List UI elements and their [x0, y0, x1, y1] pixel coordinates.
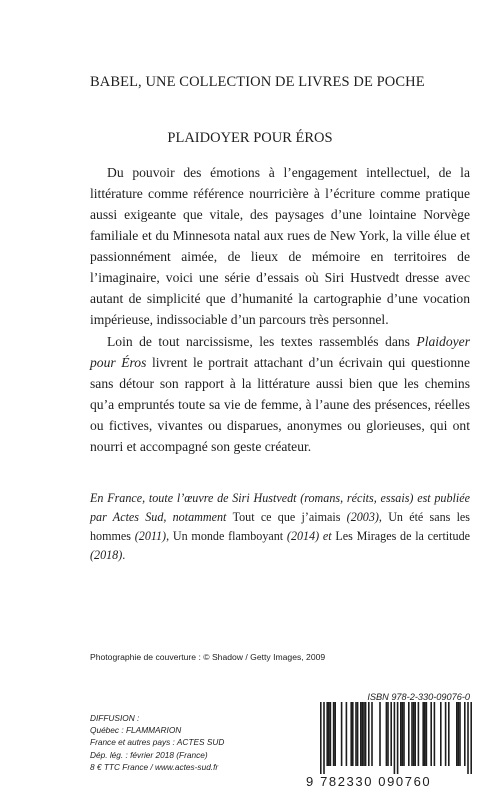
price-and-website: 8 € TTC France / www.actes-sud.fr: [90, 761, 219, 772]
note-separator-1: ,: [378, 510, 389, 524]
barcode-bar: [365, 702, 367, 766]
barcode-guard-bar: [467, 702, 469, 774]
note-book-3: Un monde flamboyant: [172, 529, 284, 543]
barcode-bar: [456, 702, 458, 766]
note-book-2: Un été sans les hommes: [90, 510, 471, 543]
barcode-bar: [448, 702, 450, 766]
book-title: PLAIDOYER POUR ÉROS: [167, 130, 333, 146]
barcode-guard-bar: [320, 702, 322, 774]
barcode-bar: [408, 702, 410, 766]
barcode-right-digits: 090760: [378, 774, 432, 789]
barcode-bar: [352, 702, 354, 766]
barcode-guard-bar: [397, 702, 399, 774]
barcode-bar: [459, 702, 461, 766]
barcode-bar: [422, 702, 424, 766]
barcode-bar: [440, 702, 442, 766]
barcode-bar: [379, 702, 381, 766]
back-cover-blurb: [90, 162, 470, 457]
barcode-bar: [458, 702, 460, 766]
barcode-bar: [430, 702, 432, 766]
blurb-paragraph-2: [90, 331, 470, 457]
barcode-first-digit: 9: [306, 774, 315, 789]
barcode-guard-bar: [394, 702, 396, 774]
barcode-bar: [326, 702, 328, 766]
barcode-bar: [390, 702, 392, 766]
barcode-bar: [362, 702, 364, 766]
legal-deposit: Dép. lég. : février 2018 (France): [90, 749, 208, 760]
barcode-bar: [426, 702, 428, 766]
barcode-bar: [346, 702, 348, 766]
barcode-bar: [334, 702, 336, 766]
barcode-guard-bar: [470, 702, 472, 774]
barcode-bars: [306, 702, 472, 774]
distribution-france: France et autres pays : ACTES SUD: [90, 737, 225, 748]
barcode-bar: [414, 702, 416, 766]
barcode-bar: [445, 702, 447, 766]
note-book-1: Tout ce que j’aimais: [232, 510, 341, 524]
note-year-2: (2011): [130, 529, 167, 543]
note-year-4: (2018): [90, 548, 123, 562]
barcode-bar: [434, 702, 436, 766]
barcode-bar: [341, 702, 343, 766]
barcode-bar: [330, 702, 332, 766]
barcode-guard-bar: [323, 702, 325, 774]
barcode-digits: [306, 774, 472, 789]
barcode-bar: [418, 702, 420, 766]
barcode-bar: [357, 702, 359, 766]
barcode-bar: [464, 702, 466, 766]
note-conjunction: et: [319, 529, 336, 543]
blurb-book-title: Plaidoyer pour Éros: [90, 334, 470, 370]
barcode-bar: [424, 702, 426, 766]
barcode-left-digits: 782330: [320, 774, 374, 789]
barcode-bar: [400, 702, 402, 766]
barcode-bar: [333, 702, 335, 766]
cover-photo-credit: Photographie de couverture : © Shadow / Getty Images, 2009: [90, 652, 326, 662]
barcode-bar: [386, 702, 388, 766]
barcode-bar: [402, 702, 404, 766]
barcode-bar: [360, 702, 362, 766]
blurb-paragraph-2-end: livrent le portrait attachant d’un écrivain qui questionne sans détour son rapport à la littérature aussi bien que les chemins qu’a empruntés toute sa vie de femme, à l’aune des présences, réelles ou fictives, vivantes ou disparues, anonymes ou glorieuses, qui ont nourri et accompagné son geste créateur.: [90, 355, 470, 454]
isbn-number: ISBN 978-2-330-09076-0: [367, 692, 470, 702]
distribution-quebec: Québec : FLAMMARION: [90, 725, 182, 736]
distribution-info: [90, 712, 290, 773]
barcode-bar: [403, 702, 405, 766]
barcode-bar: [411, 702, 413, 766]
distribution-heading: DIFFUSION :: [90, 713, 140, 723]
collection-name: BABEL, UNE COLLECTION DE LIVRES DE POCHE: [90, 74, 425, 90]
barcode-bar: [368, 702, 370, 766]
barcode-bar: [355, 702, 357, 766]
barcode-bar: [387, 702, 389, 766]
barcode-bar: [350, 702, 352, 766]
blurb-paragraph-1: Du pouvoir des émotions à l’engagement intellectuel, de la littérature comme référence nourricière à l’écriture comme pratique aussi exigeante que vitale, des paysages d’une lointaine Norvège familiale et du Minnesota natal aux rues de New York, la ville élue et passionnément aimée, de lieux de mémoire en territoires de l’imaginaire, voici une série d’essais où Siri Hustvedt dresse avec autant de simplicité que d’humanité la cartographie d’une vocation impérieuse, indissociable d’un parcours très personnel.: [90, 165, 470, 327]
note-book-4: Les Mirages de la certitude: [335, 529, 470, 543]
barcode-bar: [363, 702, 365, 766]
note-year-1: (2003): [340, 510, 379, 524]
barcode-bar: [413, 702, 415, 766]
author-works-note: [90, 489, 470, 565]
note-end: .: [122, 548, 126, 562]
note-separator-2: ,: [166, 529, 173, 543]
barcode-bar: [371, 702, 373, 766]
barcode-bar: [328, 702, 330, 766]
note-year-3: (2014): [283, 529, 320, 543]
note-intro: En France, toute l’œuvre de Siri Hustvedt (romans, récits, essais) est publiée par Actes Sud, notamment: [90, 491, 470, 524]
blurb-paragraph-2-start: Loin de tout narcissisme, les textes rassemblés dans: [107, 334, 417, 349]
ean-barcode: [306, 702, 472, 788]
